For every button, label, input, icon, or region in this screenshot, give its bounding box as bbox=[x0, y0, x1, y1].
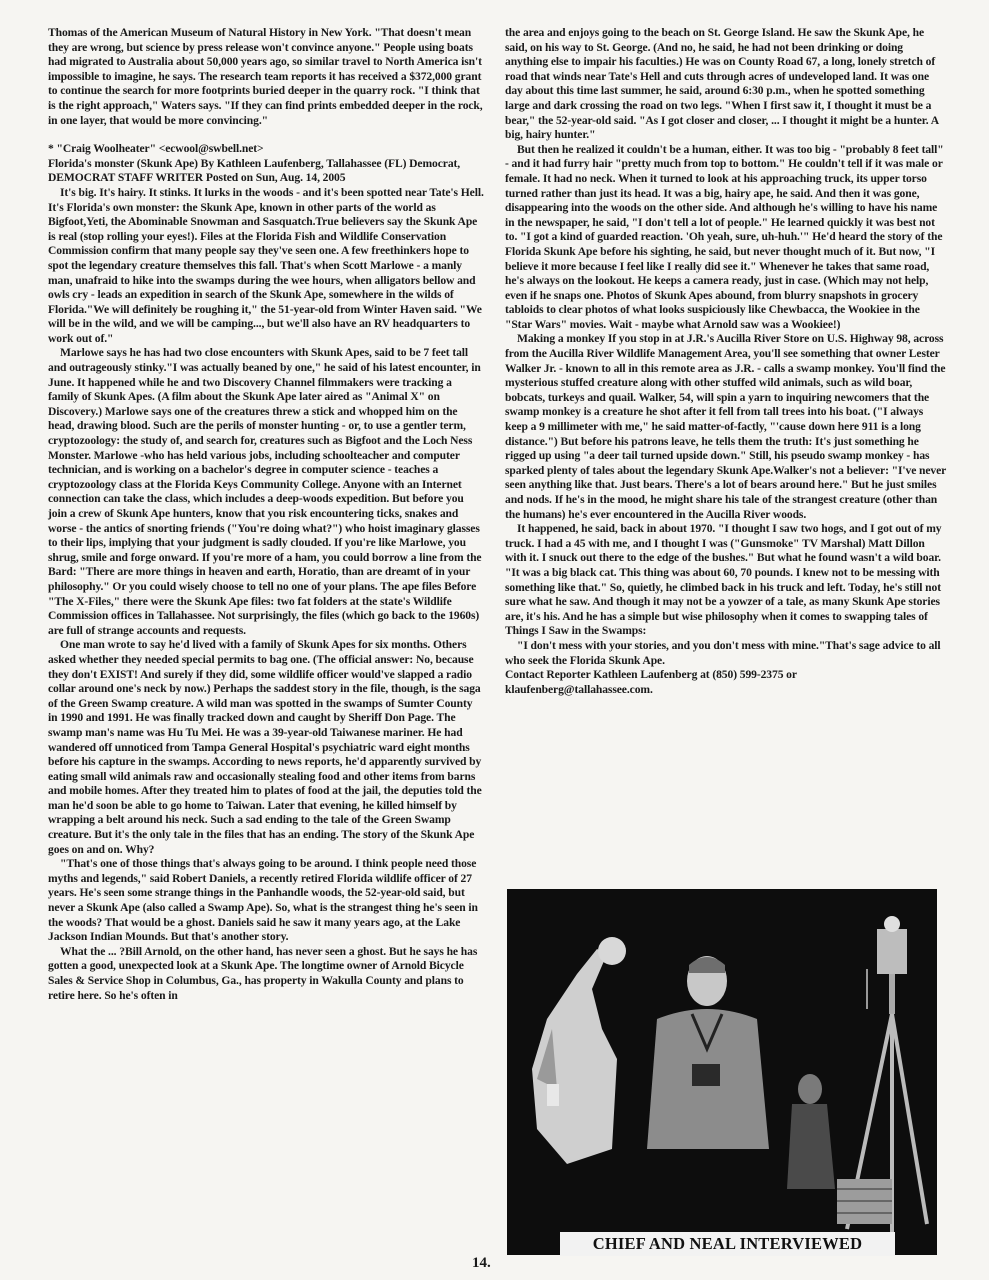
article-paragraph: One man wrote to say he'd lived with a family of Skunk Apes for six months. Others asked whether they needed special permits to bag one. (The official answer: No, because they don't EXIST! And surely if they did, some wildlife officer would've slapped a radio collar around one's neck by now.) Perhaps the saddest story in the file, though, is the saga of the Green Swamp creature. A wild man was spotted in the swamps of Sumter County in 1990 and 1991. He was finally tracked down and caught by Sheriff Don Page. The swamp man's name was Hu Tu Mei. He was a 39-year-old Taiwanese mariner. He had wandered off unnoticed from Tampa General Hospital's psychiatric ward eight months before his capture in the swamps. According to news reports, he'd apparently survived by eating small wild animals raw and occasionally stealing food and other items from barns and mobile homes. After they treated him to plates of food at the jail, the deputies told the man he'd soon be able to go home to Taiwan. Later that evening, he killed himself by wrapping a belt around his neck. Such a sad ending to the tale of the Green Swamp creature. But it's the only tale in the files that has an ending. The story of the Skunk Ape goes on and on. Why? bbox=[48, 638, 482, 856]
email-source-line: * "Craig Woolheater" <ecwool@swbell.net> bbox=[48, 142, 264, 156]
photo bbox=[507, 889, 937, 1255]
contact-line: Contact Reporter Kathleen Laufenberg at (850) 599-2375 or klaufenberg@tallahassee.com. bbox=[505, 668, 797, 696]
night-photo-illustration bbox=[507, 889, 937, 1255]
article-paragraph: Making a monkey If you stop in at J.R.'s Aucilla River Store on U.S. Highway 98, across from the Aucilla River Wildlife Management Area, you'll see something that owner Lester Walker Jr. - known to all in this remote area as J.R. - calls a swamp monkey. You'll find the mysterious stuffed creature along with other stuffed wild animals, such as wild boar, bobcats, turkeys and quail. Walker, 54, will spin a yarn to inquiring newcomers that the swamp monkey is a creature he shot after it fell from tall trees into his boat. ("I always keep a 9 millimeter with me," he said matter-of-factly, "'cause down here 911 is a long distance.") But before his patrons leave, he tells them the truth: It's just something he rigged up using "a deer tail turned upside down." Still, his pseudo swamp monkey - has sparked plenty of tales about the legendary Skunk Ape.Walker's not a believer: "I've never seen anything like that. Just bears. There's a lot of bears around here." But he just smiles and nods. If he's in the mood, he might share his tale of the strangest creature (other than the humans) he's ever encountered in the Aucilla River woods. bbox=[505, 332, 947, 521]
article-byline: Florida's monster (Skunk Ape) By Kathleen Laufenberg, Tallahassee (FL) Democrat, DEMOCRAT STAFF WRITER Posted on Sun, Aug. 14, 2005 bbox=[48, 156, 461, 185]
article-paragraph: Marlowe says he has had two close encounters with Skunk Apes, said to be 7 feet tall and outrageously stinky."I was actually beaned by one," he said of his latest encounter, in June. It happened while he and two Discovery Channel filmmakers were tracking a family of Skunk Apes. (A film about the Skunk Ape later aired as "Animal X" on Discovery.) Marlowe says one of the creatures threw a stick and whopped him on the head, drawing blood. Such are the perils of monster hunting - or, to use a gentler term, cryptozoology: the study of, and search for, creatures such as Bigfoot and the Loch Ness Monster. Marlowe -who has held various jobs, including schoolteacher and computer technician, and is working on a bachelor's degree in computer science - teaches a cryptozoology class at the Florida Keys Community College. Anyone with an Internet connection can take the class, which includes a deep-woods expedition. But before you join a crew of Skunk Ape hunters, know that you risk encountering ticks, snakes and worse - the antics of snorting friends ("You're doing what?") who hoist imaginary glasses to their lips, implying that your judgment is sadly clouded. If you're like Marlowe, you shrug, smile and forge onward. If you're more of a ham, you could borrow a line from the Bard: "There are more things in heaven and earth, Horatio, than are dreamt of in your philosophy." Or you could wisely choose to tell no one of your plans. The ape files Before "The X-Files," there were the Skunk Ape files: two fat folders at the state's Wildlife Commission offices in Tallahassee. Not surprisingly, the files (which go back to the 1960s) are full of strange accounts and requests. bbox=[48, 346, 482, 637]
article-paragraph: Thomas of the American Museum of Natural History in New York. "That doesn't mean they are wrong, but science by press release won't convince anyone." People using boats had migrated to Australia about 50,000 years ago, so similar travel to North America isn't impossible to imagine, he says. The research team reports it has received a $372,000 grant to continue the search for more footprints buried deeper in the quarry rock. "I think that is the right approach," Waters says. "If they can find prints embedded deeper in the rock, in one layer, that would be more convincing." bbox=[48, 26, 483, 127]
article-paragraph: "I don't mess with your stories, and you don't mess with mine."That's sage advice to all who seek the Florida Skunk Ape. bbox=[505, 638, 941, 667]
article-paragraph: "That's one of those things that's always going to be around. I think people need those myths and legends," said Robert Daniels, a recently retired Florida wildlife officer of 27 years. He's seen some strange things in the Panhandle woods, the 52-year-old said, but never a Skunk Ape (also called a Swamp Ape). So, what is the strangest thing he's seen in the woods? That would be a ghost. Daniels said he saw it many years ago, at the Lake Jackson Indian Mounds. But that's another story. bbox=[48, 857, 478, 944]
article-paragraph: the area and enjoys going to the beach on St. George Island. He saw the Skunk Ape, he said, on his way to St. George. (And no, he said, he had not been drinking or doing anything else to impair his faculties.) He was on County Road 67, a long, lonely stretch of road that winds near Tate's Hell and cuts through acres of undeveloped land. It was one day about this time last summer, he said, around 6:30 p.m., when he spotted something large and dark crossing the road on two legs. "When I first saw it, I thought it must be a bear," the 52-year-old said. "As I got closer and closer, ... I thought it might be a hunter. A big, hairy hunter." bbox=[505, 26, 939, 142]
right-column bbox=[505, 26, 947, 697]
article-paragraph: It's big. It's hairy. It stinks. It lurks in the woods - and it's been spotted near Tate's Hell. It's Florida's own monster: the Skunk Ape, known in other parts of the world as Bigfoot,Yeti, the Abominable Snowman and Sasquatch.True believers say the Skunk Ape is real (stop rolling your eyes!). Files at the Florida Fish and Wildlife Conservation Commission confirm that many people say they've seen one. A few freethinkers hope to spot the legendary creature themselves this fall. That's when Scott Marlowe - a manly man, unafraid to hike into the swamps during the wee hours, when alligators bellow and owls cry - leads an expedition in search of the Skunk Ape, somewhere in the wilds of Florida."We will definitely be roughing it," the 51-year-old from Winter Haven said. "We will be in the wild, and we will be camping..., but we'll also have an RV headquarters to work out of." bbox=[48, 185, 484, 345]
article-paragraph: It happened, he said, back in about 1970. "I thought I saw two hogs, and I got out of my truck. I had a 45 with me, and I thought I was ("Gunsmoke" TV Marshal) Matt Dillon with it. I snuck out there to the edge of the bushes." But what he found wasn't a wild boar. "It was a big black cat. This thing was about 60, 70 pounds. I knew not to be messing with something like that." So, quietly, he climbed back in his truck and left. Today, he's still not sure what he saw. And though it may not be a yowzer of a tale, as many Skunk Ape stories are, it's his. And he has a simple but wise philosophy when it comes to swapping tales of Things I Saw in the Swamps: bbox=[505, 522, 942, 638]
article-paragraph: What the ... ?Bill Arnold, on the other hand, has never seen a ghost. But he says he has gotten a good, unexpected look at a Skunk Ape. The longtime owner of Arnold Bicycle Sales & Service Shop in Columbus, Ga., has property in Wakulla County and plans to retire here. So he's often in bbox=[48, 944, 478, 1002]
page-number: 14. bbox=[472, 1255, 491, 1271]
photo-caption: CHIEF AND NEAL INTERVIEWED bbox=[560, 1232, 895, 1256]
left-column bbox=[48, 26, 484, 1003]
article-paragraph: But then he realized it couldn't be a human, either. It was too big - "probably 8 feet tall" - and it had furry hair "pretty much from top to bottom." He couldn't tell if it was male or female. It had no neck. When it turned to look at his approaching truck, its upper torso turned rather than just its head. It was a big, hairy ape, he said. And then it was gone, disappearing into the woods on the other side. And although he's willing to have his name in the newspaper, he said, "I don't tell a lot of people." He learned quickly it was best not to. "I got a kind of guarded reaction. 'Oh yeah, sure, uh-huh.'" He'd heard the story of the Florida Skunk Ape before his sighting, he said, but never thought much of it. But now, "I believe it more because I feel like I really did see it." Whenever he takes that same road, he's always on the lookout. He keeps a camera ready, just in case. (Which may not help, even if he snaps one. Photos of Skunk Apes abound, from blurry snapshots in grocery tabloids to clear photos of what looks suspiciously like Chewbacca, the Wookiee in the "Star Wars" movies. Wait - maybe what Arnold saw was a Wookiee!) bbox=[505, 142, 944, 331]
